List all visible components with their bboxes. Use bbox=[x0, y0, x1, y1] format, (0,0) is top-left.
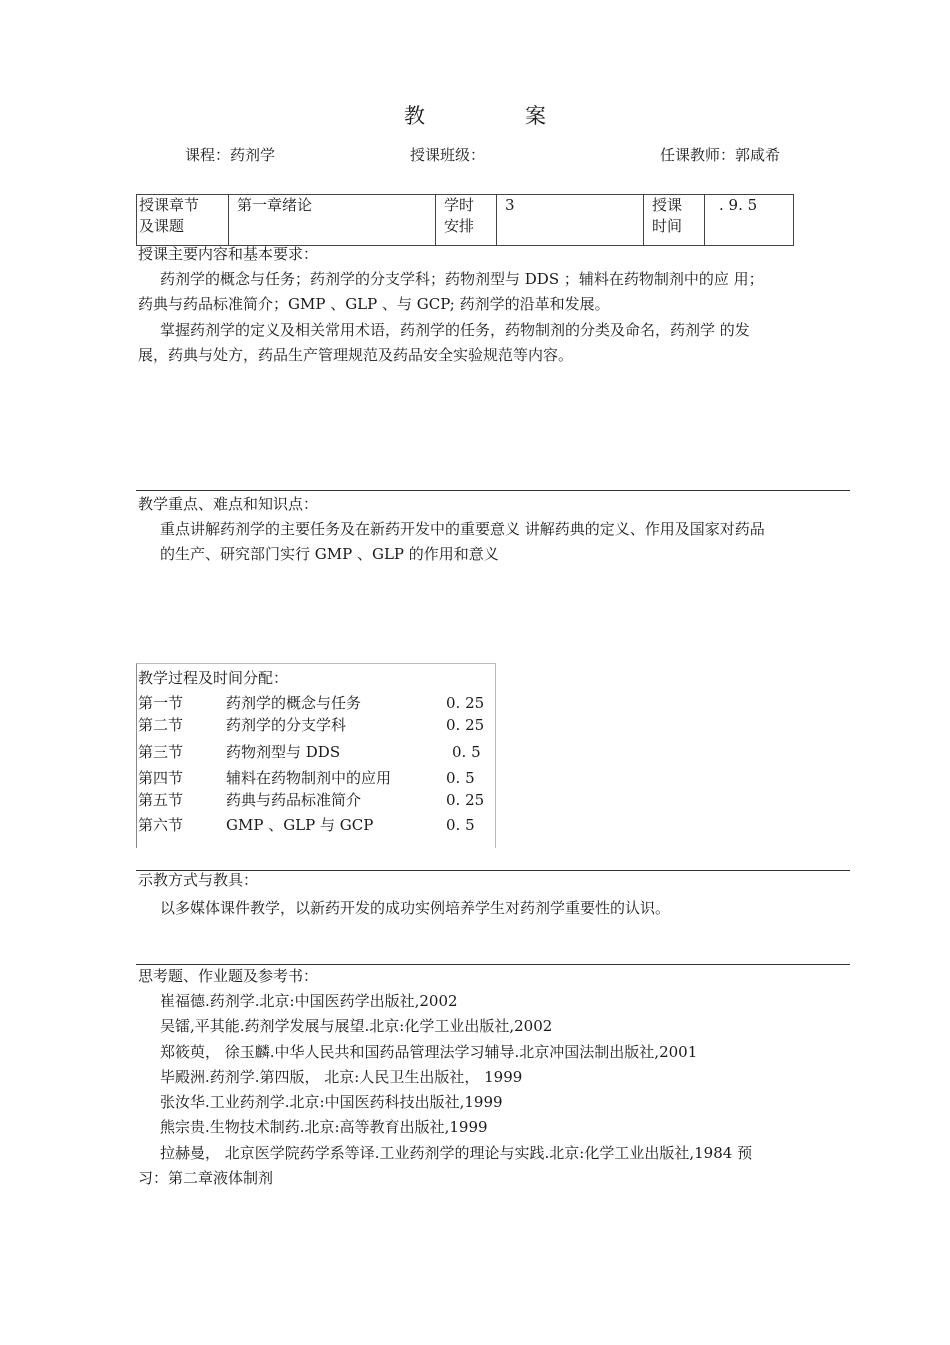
reference-item: 拉赫曼， 北京医学院药学系等译.工业药剂学的理论与实践.北京:化学工业出版社,1984 预 bbox=[160, 1144, 753, 1162]
process-section: 第四节 bbox=[138, 769, 184, 787]
time-value-cell bbox=[705, 195, 794, 246]
reference-item: 郑筱萸， 徐玉麟.中华人民共和国药品管理法学习辅导.北京冲国法制出版社,2001 bbox=[160, 1043, 698, 1061]
process-topic: 药剂学的概念与任务 bbox=[226, 694, 362, 712]
title-char-2: 案 bbox=[525, 104, 546, 128]
process-hours: 0. 25 bbox=[446, 716, 485, 734]
process-section: 第六节 bbox=[138, 816, 184, 834]
reference-item: 张汝华.工业药剂学.北京:中国医药科技出版社,1999 bbox=[160, 1093, 503, 1111]
chapter-value: 第一章绪论 bbox=[237, 196, 313, 214]
methods-line-1: 以多媒体课件教学，以新药开发的成功实例培养学生对药剂学重要性的认识。 bbox=[160, 899, 671, 917]
process-hours: 0. 25 bbox=[446, 694, 485, 712]
info-table bbox=[136, 194, 794, 246]
time-label-2: 时间 bbox=[652, 217, 683, 235]
hours-value: 3 bbox=[505, 196, 515, 214]
reference-item: 吴镭,平其能.药剂学发展与展望.北京:化学工业出版社,2002 bbox=[160, 1017, 553, 1035]
time-value: . 9. 5 bbox=[719, 196, 758, 214]
chapter-label-cell bbox=[137, 195, 229, 246]
class-label: 授课班级： bbox=[410, 146, 486, 164]
reference-item: 崔福德.药剂学.北京:中国医药学出版社,2002 bbox=[160, 992, 458, 1010]
process-topic: 药典与药品标准简介 bbox=[226, 791, 362, 809]
key-points-line-1: 重点讲解药剂学的主要任务及在新药开发中的重要意义 讲解药典的定义、作用及国家对药品 bbox=[160, 520, 765, 538]
key-points-heading: 教学重点、难点和知识点： bbox=[138, 495, 319, 513]
hours-label-1: 学时 bbox=[444, 196, 475, 214]
content-line-2: 药典与药品标准简介；GMP 、GLP 、与 GCP; 药剂学的沿革和发展。 bbox=[138, 295, 610, 313]
process-topic: 辅料在药物制剂中的应用 bbox=[226, 769, 392, 787]
references-heading: 思考题、作业题及参考书： bbox=[138, 967, 319, 985]
process-hours: 0. 5 bbox=[446, 769, 475, 787]
content-heading: 授课主要内容和基本要求： bbox=[138, 245, 319, 263]
process-topic: GMP 、GLP 与 GCP bbox=[226, 816, 374, 834]
methods-heading: 示教方式与教具： bbox=[138, 871, 259, 889]
content-line-3: 掌握药剂学的定义及相关常用术语，药剂学的任务，药物制剂的分类及命名，药剂学 的发 bbox=[160, 321, 750, 339]
chapter-label-2: 及课题 bbox=[139, 217, 185, 235]
chapter-label-1: 授课章节 bbox=[139, 196, 200, 214]
chapter-value-cell bbox=[229, 195, 436, 246]
key-points-line-2: 的生产、研究部门实行 GMP 、GLP 的作用和意义 bbox=[160, 545, 499, 563]
hours-value-cell bbox=[497, 195, 644, 246]
reference-item: 毕殿洲.药剂学.第四版， 北京:人民卫生出版社， 1999 bbox=[160, 1068, 523, 1086]
teacher-label: 任课教师：郭咸希 bbox=[660, 146, 781, 164]
process-topic: 药物剂型与 DDS bbox=[226, 743, 341, 761]
content-line-4: 展，药典与处方，药品生产管理规范及药品安全实验规范等内容。 bbox=[138, 346, 574, 364]
time-label-1: 授课 bbox=[652, 196, 683, 214]
divider-key-points bbox=[136, 490, 850, 491]
content-line-1: 药剂学的概念与任务；药剂学的分支学科；药物剂型与 DDS ；辅料在药物制剂中的应 用； bbox=[160, 270, 764, 288]
reference-item: 熊宗贵.生物技术制药.北京:高等教育出版社,1999 bbox=[160, 1118, 488, 1136]
process-heading: 教学过程及时间分配： bbox=[138, 669, 289, 687]
time-label-cell bbox=[644, 195, 705, 246]
hours-label-cell bbox=[436, 195, 497, 246]
hours-label-2: 安排 bbox=[444, 217, 475, 235]
preview-line: 习：第二章液体制剂 bbox=[138, 1169, 274, 1187]
process-section: 第三节 bbox=[138, 743, 184, 761]
process-hours: 0. 25 bbox=[446, 791, 485, 809]
process-section: 第二节 bbox=[138, 716, 184, 734]
divider-references bbox=[136, 964, 850, 965]
process-hours: 0. 5 bbox=[452, 743, 481, 761]
process-section: 第五节 bbox=[138, 791, 184, 809]
process-hours: 0. 5 bbox=[446, 816, 475, 834]
page-title bbox=[0, 100, 950, 130]
title-char-1: 教 bbox=[404, 104, 425, 128]
course-label: 课程：药剂学 bbox=[185, 146, 276, 164]
process-topic: 药剂学的分支学科 bbox=[226, 716, 347, 734]
process-section: 第一节 bbox=[138, 694, 184, 712]
